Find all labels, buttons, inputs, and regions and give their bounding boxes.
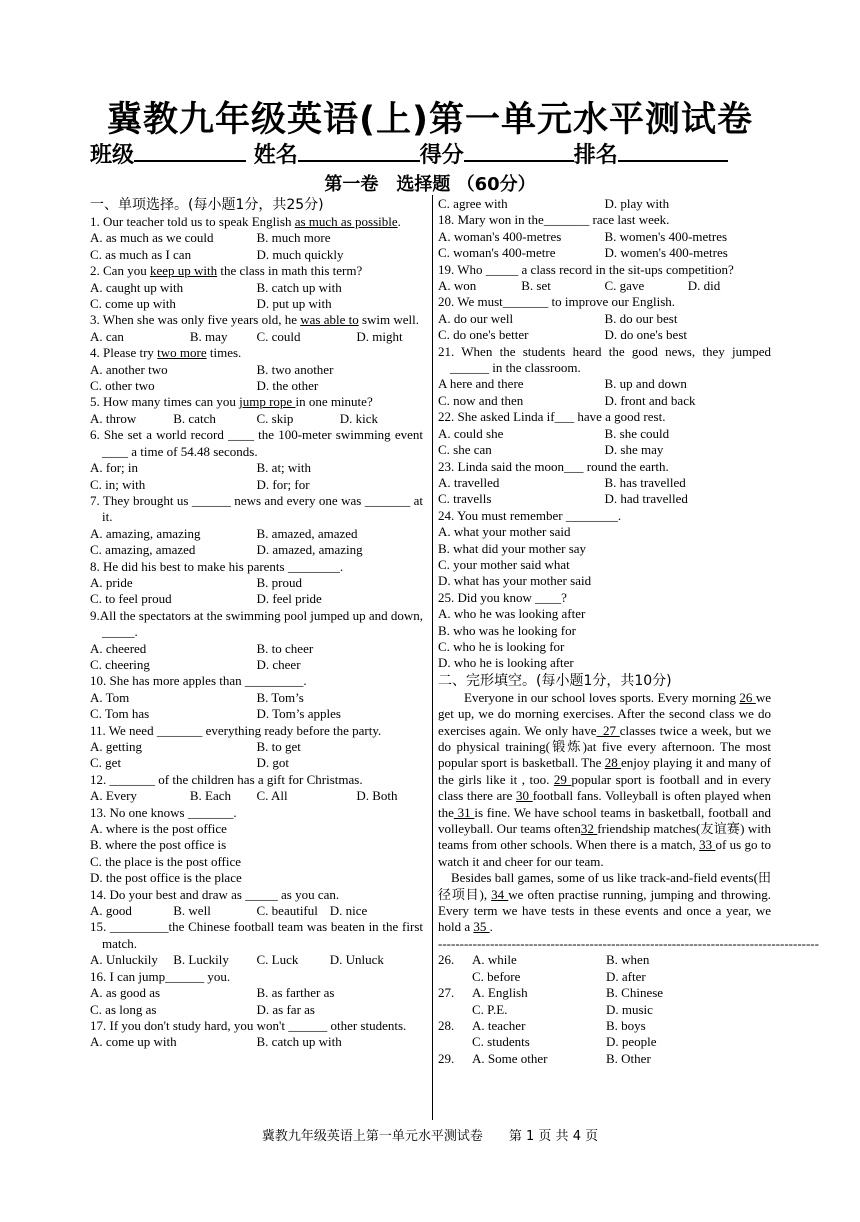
options-21: A here and there B. up and down <box>438 376 687 392</box>
options-13: A. where is the post office <box>90 821 227 837</box>
class-label: 班级 <box>90 143 135 168</box>
options-15: A. Unluckily B. Luckily C. Luck D. Unluck <box>90 952 384 968</box>
question-23: 23. Linda said the moon___ round the earth. <box>438 458 669 474</box>
dashed-separator: ---------------------------------------------------------------------------------------- <box>438 935 819 951</box>
question-5: 5. How many times can you jump rope in one minute? <box>90 394 373 410</box>
question-9: 9.All the spectators at the swimming pool jumped up and down, _____. <box>90 607 423 640</box>
answer-29: 29. A. Some other B. Other <box>438 1050 651 1066</box>
options-17-cont: C. agree with D. play with <box>438 196 670 211</box>
question-2: 2. Can you keep up with the class in math this term? <box>90 263 363 279</box>
question-16: 16. I can jump______ you. <box>90 968 231 984</box>
left-column: 一、单项选择。(每小题1分，共25分) 1. Our teacher told us to speak English as much as possible. A. as much as we could B. much more C. as much as I can D. much quickly 2. Can you keep up with the class in math this term? A. caught up with B. catch up with C. come up with D. put up with 3. When she was only five years old, he was able to swim well. A. can B. may C. could D. might 4. Please try two more times. A. another two B. two another C. other two D. the other 5. How many times can you jump rope in one minute? A. throw B. catch C. skip D. kick 6. She set a world record ____ the 100-meter swimming event ____ a time of 54.48 seconds. A. for; in B. at; with C. in; with D. for; for 7. They brought us ______ news and every one was _______ at it. A. amazing, amazing B. amazed, amazed C. amazing, amazed D. amazed, amazing 8. He did his best to make his parents ________. A. pride B. proud C. to feel proud D. feel pride 9.All the spectators at the swimming pool jumped up and down, _____. A. cheered B. to cheer C. cheering D. cheer 10. She has more apples than _________. A. Tom B. Tom’s C. Tom has D. Tom’s apples 11. We need _______ everything ready before the party. A. getting B. to get C. get D. got 12. _______ of the children has a gift for Christmas. A. Every B. Each C. All D. Both 13. No one knows _______. A. where is the post office B. where the post office is C. the place is the post office D. the post office is the place 14. Do your best and draw as _____ as you can. A. good B. well C. beautiful D. nice 15. _________the Chinese football team was beaten in the first match. A. Unluckily B. Luckily C. Luck D. Unluck 16. I can jump______ you. A. as good as B. as farther as C. as long as D. as far as 17. If you don't study hard, you won't ______ other students. A. come up with B. catch up with <box>90 197 423 1050</box>
question-24: 24. You must remember ________. <box>438 507 622 523</box>
question-8: 8. He did his best to make his parents ________. <box>90 558 344 574</box>
options-19: A. won B. set C. gave D. did <box>438 278 721 294</box>
options-3: A. can B. may C. could D. might <box>90 328 403 344</box>
options-8: A. pride B. proud <box>90 574 302 590</box>
question-14: 14. Do your best and draw as _____ as you can. <box>90 886 340 902</box>
name-label: 姓名 <box>253 143 298 168</box>
options-1: A. as much as we could B. much more <box>90 230 331 246</box>
right-column: C. agree with D. play with 18. Mary won in the_______ race last week. A. woman's 400-metres B. women's 400-metres C. woman's 400-metre D. women's 400-metres 19. Who _____ a class record in the sit-ups competition? A. won B. set C. gave D. did 20. We must_______ to improve our English. A. do our well B. do our best C. do one's better D. do one's best 21. When the students heard the good news, they jumped ______ in the classroom. A here and there B. up and down C. now and then D. front and back 22. She asked Linda if___ have a good rest. A. could she B. she could C. she can D. she may 23. Linda said the moon___ round the earth. A. travelled B. has travelled C. travells D. had travelled 24. You must remember ________. A. what your mother said B. what did your mother say C. your mother said what D. what has your mother said 25. Did you know ____? A. who he was looking after B. who was he looking for C. who he is looking for D. who he is looking after 二、完形填空。(每小题1分，共10分) Everyone in our school loves sports. Every morning 26 we get up, we do morning exercises. After the second class we do exercises again. We only have_27 classes twice a week, but we do physical training(锻炼)at five every afternoon. The most popular sport is basketball. The 28 enjoy playing it and many of the girls like it , too. 29 popular sport is football and in every class there are 30 football fans. Volleyball is often played when the 31 is fine. We have school teams in basketball, football and volleyball. Our teams often32 friendship matches(友谊赛) with teams from other schools. When there is a match, 33 of us go to watch it and cheer for our team. Besides ball games, some of us like track-and-field events(田径项目), 34 we often practise running, jumping and throwing. Every term we have tests in these events and once a year, we hold a 35 . ---------------------------------------------------------------------------------------- 26. A. while B. when C. before D. after 27. A. English B. Chinese C. P.E. D. music 28. A. teacher B. boys C. students D. people 29. A. Some other B. Other <box>438 196 819 1066</box>
options-5: A. throw B. catch C. skip D. kick <box>90 410 379 426</box>
question-3: 3. When she was only five years old, he was able to swim well. <box>90 312 420 328</box>
answer-28: 28. A. teacher B. boys C. students D. people <box>438 1017 657 1050</box>
question-22: 22. She asked Linda if___ have a good rest. <box>438 409 666 425</box>
cloze-paragraph-2: Besides ball games, some of us like track-and-field events(田径项目), 34 we often practise running, jumping and throwing. Every term we have tests in these events and once a year, we hold a 35 . <box>438 870 772 935</box>
options-10: A. Tom B. Tom’s <box>90 689 304 705</box>
question-12: 12. _______ of the children has a gift for Christmas. <box>90 771 363 787</box>
options-16: A. as good as B. as farther as <box>90 985 335 1001</box>
question-15: 15. _________the Chinese football team was beaten in the first match. <box>90 919 423 951</box>
question-11: 11. We need _______ everything ready before the party. <box>90 722 382 738</box>
question-17: 17. If you don't study hard, you won't ______ other students. <box>90 1017 407 1033</box>
cloze-paragraph-1: Everyone in our school loves sports. Every morning 26 we get up, we do morning exercises. After the second class we do exercises again. We only have_27 classes twice a week, but we do physical training(锻炼)at five every afternoon. The most popular sport is basketball. The 28 enjoy playing it and many of the girls like it , too. 29 popular sport is football and in every class there are 30 football fans. Volleyball is often played when the 31 is fine. We have school teams in basketball, football and volleyball. Our teams often32 friendship matches(友谊赛) with teams from other schools. When there is a match, 33 of us go to watch it and cheer for our team. <box>438 689 772 869</box>
options-24: A. what your mother said <box>438 524 571 540</box>
section-heading-1: 一、单项选择。(每小题1分，共25分) <box>90 197 324 213</box>
exam-title: 冀教九年级英语(上)第一单元水平测试卷 <box>107 100 753 140</box>
options-25: A. who he was looking after <box>438 606 586 622</box>
page-footer: 冀教九年级英语上第一单元水平测试卷 第 1 页 共 4 页 <box>261 1129 599 1144</box>
options-14: A. good B. well C. beautiful D. nice <box>90 903 368 919</box>
question-21: 21. When the students heard the good news, they jumped ______ in the classroom. <box>438 343 771 376</box>
question-1: 1. Our teacher told us to speak English as much as possible. <box>90 214 401 229</box>
section-heading-2: 二、完形填空。(每小题1分，共10分) <box>438 672 672 689</box>
options-22: A. could she B. she could <box>438 425 670 441</box>
options-2: A. caught up with B. catch up with <box>90 279 342 295</box>
student-info-line <box>90 138 770 169</box>
rank-label: 排名 <box>573 143 618 168</box>
options-7: A. amazing, amazing B. amazed, amazed <box>90 525 358 541</box>
options-6: A. for; in B. at; with <box>90 460 312 476</box>
options-17: A. come up with B. catch up with <box>90 1034 342 1050</box>
score-label: 得分 <box>419 143 464 168</box>
class-blank[interactable] <box>134 140 246 162</box>
question-10: 10. She has more apples than _________. <box>90 673 307 689</box>
answer-27: 27. A. English B. Chinese C. P.E. D. music <box>438 985 664 1017</box>
options-20: A. do our well B. do our best <box>438 310 678 326</box>
question-4: 4. Please try two more times. <box>90 345 242 361</box>
question-25: 25. Did you know ____? <box>438 589 567 605</box>
answer-26: 26. A. while B. when C. before D. after <box>438 952 650 984</box>
name-blank[interactable] <box>298 140 420 162</box>
column-divider <box>432 195 433 1120</box>
options-18: A. woman's 400-metres B. women's 400-metres <box>438 228 728 244</box>
question-20: 20. We must_______ to improve our English. <box>438 294 676 310</box>
options-12: A. Every B. Each C. All D. Both <box>90 788 398 804</box>
question-19: 19. Who _____ a class record in the sit-ups competition? <box>438 261 734 277</box>
question-7: 7. They brought us ______ news and every one was _______ at it. <box>90 492 423 525</box>
options-4: A. another two B. two another <box>90 361 334 377</box>
rank-blank[interactable] <box>618 140 728 162</box>
options-9: A. cheered B. to cheer <box>90 640 314 656</box>
question-13: 13. No one knows _______. <box>90 804 237 820</box>
part-title: 第一卷 选择题 （60分） <box>324 174 536 195</box>
question-18: 18. Mary won in the_______ race last week. <box>438 212 670 228</box>
question-6: 6. She set a world record ____ the 100-meter swimming event ____ a time of 54.48 seconds. <box>90 427 423 459</box>
options-23: A. travelled B. has travelled <box>438 474 686 490</box>
options-11: A. getting B. to get <box>90 739 301 754</box>
score-blank[interactable] <box>464 140 574 162</box>
